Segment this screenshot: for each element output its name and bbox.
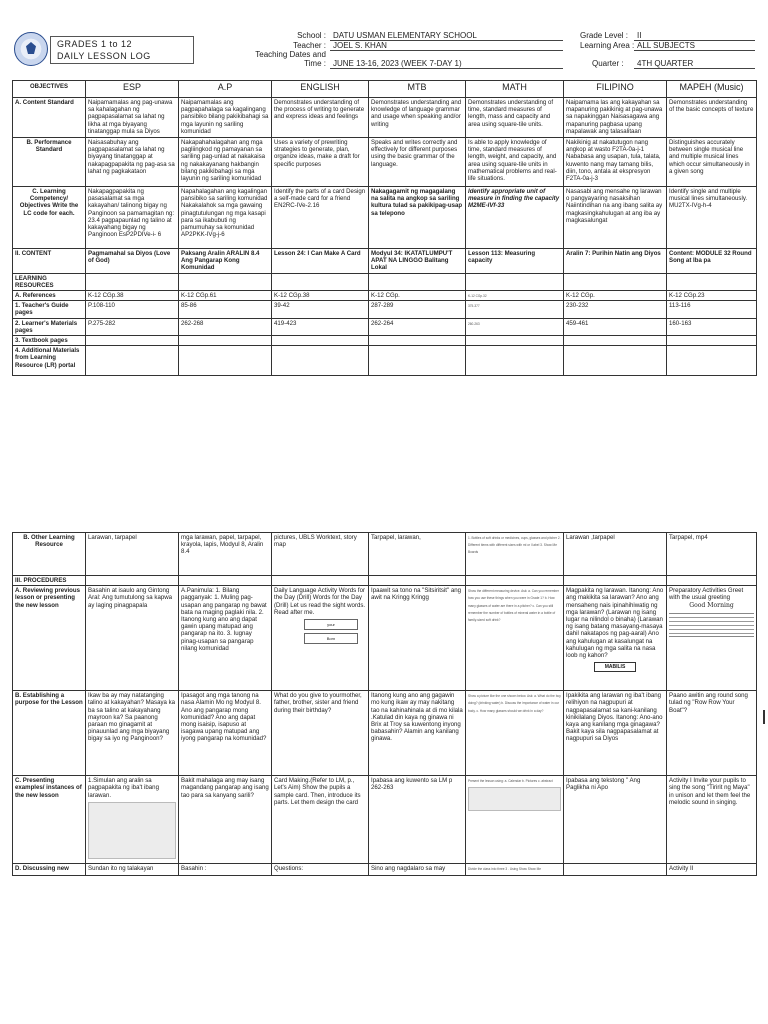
p1-row xyxy=(13,138,757,187)
p1-row xyxy=(13,318,757,335)
cell-esp xyxy=(86,301,179,318)
cell-filipino xyxy=(564,291,667,301)
music-staff-image xyxy=(669,613,754,637)
cell-text: K-12 CGp.23 xyxy=(669,292,705,300)
cell-text: Naipamamalas ang pagpapahalaga sa kagalingang pansibiko bilang pakikibahagi sa mga layunin ng sariling komunidad xyxy=(181,99,269,135)
school-label: School : xyxy=(297,31,326,40)
cell-text: K-12 CGp.32 xyxy=(468,294,487,299)
cell-mapeh-music- xyxy=(667,776,757,864)
cell-text: Aralin 7: Purihin Natin ang Diyos xyxy=(566,250,661,257)
cell-filipino xyxy=(564,249,667,274)
cell-mapeh-music- xyxy=(667,586,757,691)
grade-value: II xyxy=(634,31,755,41)
cell-filipino xyxy=(564,138,667,187)
cell-text: Ipaawit sa tono na "Sitsiritsit" ang awit na Kringg Kringg xyxy=(371,587,462,602)
quarter-label: Quarter : xyxy=(592,59,624,68)
cell-text: K-12 CGp.61 xyxy=(181,292,217,300)
p1-row xyxy=(13,98,757,138)
col-mtb: MTB xyxy=(369,81,466,98)
cell-esp xyxy=(86,318,179,335)
cell-math xyxy=(466,98,564,138)
cell-mtb xyxy=(369,318,466,335)
row-label: 3. Textbook pages xyxy=(13,336,86,346)
cell-english xyxy=(272,98,369,138)
cell-math xyxy=(466,586,564,691)
cell-math xyxy=(466,776,564,864)
cell-math xyxy=(466,318,564,335)
cell-english xyxy=(272,691,369,776)
cell-math xyxy=(466,576,564,586)
school-value: DATU USMAN ELEMENTARY SCHOOL xyxy=(330,31,563,41)
cell-filipino xyxy=(564,346,667,376)
cell-text: Napahalagahan ang kagalingan pansibiko sa sariling komunidad Nakakalahok sa mga gawaing pinagtutulungan ng mga kasapi para sa ikabubuti ng pamumuhay sa komunidad AP2PKK-IVg-j-6 xyxy=(181,188,268,239)
cell-text: Activity I Invite your pupils to sing the song "Tiririt ng Maya" in unison and let them feel the melodic sound in singing. xyxy=(669,777,751,806)
cell-text: Naipamama las ang kakayahan sa mapanuring pakikinig at pag-unawa sa napakinggan Naisasagawa ang mapanuring pagbasa upang mapalawak ang talasalitaan xyxy=(566,99,663,135)
quarter-value: 4TH QUARTER xyxy=(634,59,755,69)
teacher-label: Teacher : xyxy=(293,41,326,50)
col-filipino: FILIPINO xyxy=(564,81,667,98)
row-label: C. Presenting examples/ instances of the new lesson xyxy=(13,776,86,864)
row-label: A. References xyxy=(13,291,86,301)
cell-text: What do you give to yourmother, father, brother, sister and friend during their birthday? xyxy=(274,692,362,714)
cell-text: 260-263 xyxy=(468,321,480,326)
cell-esp xyxy=(86,576,179,586)
cell-mapeh-music- xyxy=(667,533,757,576)
cell-text: Identify the parts of a card Design a self-made card for a friend EN2RC-IVe-2.16 xyxy=(274,188,366,210)
drinking-water-picture xyxy=(468,787,561,811)
cell-text: Naipamamalas ang pag-unawa sa kahalagahan ng pagpapasalamat sa lahat ng likha at mga biyayang tinatanggap mula sa Diyos xyxy=(88,99,173,135)
cell-text: Nakikinig at nakatutugon nang angkop at wasto F2TA-0a-j-1 Nababasa ang usapan, tula, talata, kuwento nang may tamang bilis, diin, tono, antala at ekspresyon F2TA-0a-j-3 xyxy=(566,139,661,183)
cell-text: A.Panimula: 1. Bilang pagganyak: 1. Muling pag-usapan ang pangarap ng bawat bata na maging paglaki nila. 2. Itanong kung ano ang dapat gawin upang matupad ang pangarap na ito. 3. Iugnay pinag-usapan sa pangarap nilang komunidad xyxy=(181,587,267,652)
cell-text: Itanong kung ano ang gagawin mo kung ikaw ay may nakitang tao na kahinahinala at di mo kilala .Katulad din kaya ng ginawa ni Brix at Troy sa kuwentong inyong babasahin? Alamin ang kanilang ginawa. xyxy=(371,692,463,743)
cell-filipino xyxy=(564,691,667,776)
cell-esp xyxy=(86,98,179,138)
cell-english xyxy=(272,273,369,290)
cell-text: mga larawan, papel, tarpapel, krayola, lapis, Modyul 8, Aralin 8.4 xyxy=(181,534,264,556)
area-label: Learning Area : xyxy=(580,41,635,50)
cell-text: K-12 CGp.38 xyxy=(274,292,310,300)
cell-esp xyxy=(86,273,179,290)
cell-text: Pagmamahal sa Diyos (Love of God) xyxy=(88,250,171,265)
row-label: III. PROCEDURES xyxy=(13,576,86,586)
cell-text: Nakapagpapakita ng pasasalamat sa mga kakayahan/ talinong bigay ng Panginoon sa pamamagitan ng: 23.4 pagpapaunlad ng talino at kakayahang bigay ng Panginoon EsP2PDIVe-i- 6 xyxy=(88,188,175,239)
cell-text: Ipakikita ang larawan ng iba't ibang relihiyon na nagpupuri at nagpapasalamat sa kani-kanilang kinikilalang Diyos. Itanong: Ano-ano kaya ang kanilang mga ginagawa? Bakit kaya sila nagpapasalamat at nagpupuri sa Diyos xyxy=(566,692,663,743)
cell-text: Is able to apply knowledge of time, standard measures of length, weight, and capacity, and area using square-tile units in mathematical problems and real-life situations. xyxy=(468,139,557,183)
title-line-1: GRADES 1 to 12 xyxy=(57,39,133,49)
song-title: Good Morning xyxy=(689,601,734,609)
row-label: C. Learning Competency/ Objectives Write the LC code for each. xyxy=(13,187,86,249)
pupils-picture xyxy=(88,802,176,859)
cell-text: Demonstrates understanding of time, standard measures of length, mass and capacity and area using square-tile units. xyxy=(468,99,554,128)
cell-mapeh-music- xyxy=(667,691,757,776)
title-line-2: DAILY LESSON LOG xyxy=(57,51,151,61)
cell-mtb xyxy=(369,98,466,138)
cell-text: 419-423 xyxy=(274,319,297,327)
lesson-log-header xyxy=(12,30,756,74)
cell-mapeh-music- xyxy=(667,864,757,876)
column-header-row xyxy=(13,81,757,98)
p2-row xyxy=(13,776,757,864)
cell-text: 230-232 xyxy=(566,302,589,310)
cell-mapeh-music- xyxy=(667,346,757,376)
row-label: 4. Additional Materials from Learning Resource (LR) portal xyxy=(13,346,86,376)
cell-a-p xyxy=(179,318,272,335)
cell-mapeh-music- xyxy=(667,576,757,586)
p1-row xyxy=(13,301,757,318)
cell-text: Demonstrates understanding and knowledge of language grammar and usage when speaking and/or writing xyxy=(371,99,462,128)
cell-text: pictures, UBLS Worktext, story map xyxy=(274,534,357,549)
cell-mtb xyxy=(369,249,466,274)
p1-row xyxy=(13,249,757,274)
cell-math xyxy=(466,273,564,290)
cell-text: Divide the class into three 3 . Using Show Show Me xyxy=(468,867,541,872)
cell-math xyxy=(466,691,564,776)
sight-word-card: your xyxy=(304,619,358,630)
cell-text: Ikaw ba ay may natatanging talino at kakayahan? Masaya ka ba sa talino at kakayahang mayroon ka? Sa paanong paraan mo ginagamit at pinauunlad ang mga biyayang bigay sa iyo ng Panginoon? xyxy=(88,692,176,743)
row-label: A. Reviewing previous lesson or presenting the new lesson xyxy=(13,586,86,691)
page-edge-marker xyxy=(763,710,765,724)
cell-mapeh-music- xyxy=(667,291,757,301)
cell-math xyxy=(466,533,564,576)
cell-mtb xyxy=(369,586,466,691)
cell-filipino xyxy=(564,318,667,335)
cell-english xyxy=(272,187,369,249)
row-label: A. Content Standard xyxy=(13,98,86,138)
p1-row xyxy=(13,336,757,346)
cell-text: Sundan ito ng talakayan xyxy=(88,865,154,873)
cell-text: Larawan ,tarpapel xyxy=(566,534,615,541)
cell-text: Preparatory Activities Greet with the usual greeting xyxy=(669,587,744,602)
cell-mapeh-music- xyxy=(667,249,757,274)
cell-text: Show a picture like the one shown below. Ask: a. What do the boy doing? (drinking water) b. Discuss the importance of water in our body. c. How many glasses should we drink in a day? xyxy=(468,694,561,713)
cell-text: Nakapahahalagahan ang mga pagliingkod ng pamayanan sa sariling pag-unlad at nakakaisa ng nakakayanang hakbangin bilang pakikibahagi sa mga layunin ng sariling komunidad xyxy=(181,139,266,183)
cell-text: Bakit mahalaga ang may isang magandang pangarap ang isang tao para sa kanyang sarili? xyxy=(181,777,269,799)
col-esp: ESP xyxy=(86,81,179,98)
cell-mapeh-music- xyxy=(667,301,757,318)
cell-text: Identify appropriate unit of measure in finding the capacity M2ME-IVf-33 xyxy=(468,188,560,210)
cell-text: Modyul 34: IKATATLUMPU'T APAT NA LINGGO Balitang Lokal xyxy=(371,250,453,272)
cell-text: Uses a variety of prewriting strategies to generate, plan, organize ideas, make a draft for specific purposes xyxy=(274,139,360,168)
cell-text: 262-268 xyxy=(181,319,204,327)
cell-text: Show the different measuring device. Ask: a. Can you remember how you use these things when you were in Grade 1? b. How many glasses of water are there in a pitcher? c. Can you still remember the number of bottles of mineral water in a bottle of family-sized soft drink? xyxy=(468,589,560,623)
row-label: 2. Learner's Materials pages xyxy=(13,318,86,335)
cell-a-p xyxy=(179,98,272,138)
cell-mapeh-music- xyxy=(667,318,757,335)
cell-esp xyxy=(86,291,179,301)
cell-text: Nakagagamit ng magagalang na salita na angkop sa sariling kultura tulad sa pakikipag-usap sa telepono xyxy=(371,188,463,217)
cell-text: Paano awitin ang round song tulad ng "Row Row Your Boat"? xyxy=(669,692,748,714)
cell-text: Questions: xyxy=(274,865,304,873)
dates-value: JUNE 13-16, 2023 (WEEK 7-DAY 1) xyxy=(330,59,563,69)
cell-filipino xyxy=(564,586,667,691)
p1-row xyxy=(13,187,757,249)
cell-esp xyxy=(86,691,179,776)
cell-mtb xyxy=(369,301,466,318)
cell-esp xyxy=(86,249,179,274)
row-label: B. Performance Standard xyxy=(13,138,86,187)
row-label: B. Establishing a purpose for the Lesson xyxy=(13,691,86,776)
p1-row xyxy=(13,273,757,290)
cell-text: Paksang Aralin ARALIN 8.4 Ang Pangarap Kong Komunidad xyxy=(181,250,260,272)
cell-mapeh-music- xyxy=(667,138,757,187)
cell-a-p xyxy=(179,138,272,187)
cell-text: 1. Bottles of soft drinks or medicines, cups, glasses and pitcher 2. Different items with different sizes with ml or l label 3. Show Me Boards xyxy=(468,536,561,555)
col-objectives: OBJECTIVES xyxy=(13,81,86,98)
grade-label: Grade Level : xyxy=(580,31,629,40)
dates-label-2: Time : xyxy=(304,59,326,68)
cell-filipino xyxy=(564,864,667,876)
cell-text: Present the lesson using: a. Calendar b. Pictures c. abstract xyxy=(468,779,553,784)
lesson-table-part-1 xyxy=(12,80,757,376)
cell-text: Magpakita ng larawan. Itanong: Ano ang makikita sa larawan? Ano ang mensaheng nais ipinahihiwatig ng mga larawan? (Larawan ng isang lugar na nilindol o binaha) (Larawan ng isang batang masayang-masaya dahil nakatapos ng pag-aaral) Ano ang kahulugan at kasalungat na kahulugan ng mga salita na nasa loob ng kahon? xyxy=(566,587,664,660)
cell-math xyxy=(466,301,564,318)
cell-text: 262-264 xyxy=(371,319,394,327)
cell-text: Card Making.(Refer to LM, p., Let's Aim) Show the pupils a sample card. Then, introduce its parts. Let them design the card xyxy=(274,777,361,806)
cell-math xyxy=(466,346,564,376)
cell-a-p xyxy=(179,691,272,776)
cell-text: K-12 CGp.38 xyxy=(88,292,124,300)
cell-filipino xyxy=(564,576,667,586)
cell-text: 287-289 xyxy=(371,302,394,310)
cell-english xyxy=(272,586,369,691)
cell-a-p xyxy=(179,273,272,290)
cell-esp xyxy=(86,533,179,576)
cell-text: K-12 CGp. xyxy=(566,292,595,300)
cell-text: Naisasabuhay ang pagpapasalamat sa lahat ng biyayang tinatanggap at nakapagpapakita ng pag-asa sa lahat ng pagkakataon xyxy=(88,139,175,175)
row-label: II. CONTENT xyxy=(13,249,86,274)
cell-text: 1.Simulan ang aralin sa pagpapakita ng iba't ibang larawan. xyxy=(88,777,159,799)
cell-filipino xyxy=(564,776,667,864)
cell-english xyxy=(272,346,369,376)
cell-text: Ipasagot ang mga tanong na nasa Alamin Mo ng Modyul 8. Ano ang pangarap mong komunidad? Ano ang dapat mong isaisip, isapuso at isagawa upang matupad ang iyong pangarap na komunidad? xyxy=(181,692,267,743)
cell-mtb xyxy=(369,691,466,776)
cell-english xyxy=(272,776,369,864)
cell-text: Basahin : xyxy=(181,865,207,873)
cell-text: Speaks and writes correctly and effectively for different purposes using the basic grammar of the language. xyxy=(371,139,458,168)
cell-text: P.108-110 xyxy=(88,302,115,310)
cell-text: Nasasabi ang mensahe ng larawan o pangyayaring nasaksihan Naiintindihan na ang ibang salita ay magkasingkahulugan at ang iba ay magkasalungat xyxy=(566,188,663,224)
cell-text: Tarpapel, larawan, xyxy=(371,534,421,541)
cell-text: Activity II xyxy=(669,865,694,873)
cell-filipino xyxy=(564,273,667,290)
row-label: LEARNING RESOURCES xyxy=(13,273,86,290)
cell-filipino xyxy=(564,336,667,346)
cell-a-p xyxy=(179,336,272,346)
col-mapeh: MAPEH (Music) xyxy=(667,81,757,98)
area-value: ALL SUBJECTS xyxy=(634,41,755,51)
cell-text: Tarpapel, mp4 xyxy=(669,534,708,541)
p2-row xyxy=(13,533,757,576)
cell-text: Lesson 113: Measuring capacity xyxy=(468,250,536,265)
cell-text: 39-42 xyxy=(274,302,290,310)
cell-text: K-12 CGp. xyxy=(371,292,400,300)
cell-math xyxy=(466,138,564,187)
cell-mapeh-music- xyxy=(667,187,757,249)
col-math: MATH xyxy=(466,81,564,98)
cell-text: Demonstrates understanding of the basic concepts of texture xyxy=(669,99,754,114)
p2-row xyxy=(13,691,757,776)
cell-text: 85-86 xyxy=(181,302,197,310)
cell-esp xyxy=(86,187,179,249)
cell-a-p xyxy=(179,576,272,586)
cell-mapeh-music- xyxy=(667,273,757,290)
cell-mtb xyxy=(369,864,466,876)
cell-text: Demonstrates understanding of the process of writing to generate and express ideas and feelings xyxy=(274,99,365,121)
cell-text: Ipabasa ang kuwento sa LM p 262-263 xyxy=(371,777,453,792)
cell-english xyxy=(272,533,369,576)
row-label: B. Other Learning Resource xyxy=(13,533,86,576)
cell-math xyxy=(466,336,564,346)
cell-mtb xyxy=(369,336,466,346)
p2-row xyxy=(13,576,757,586)
cell-english xyxy=(272,301,369,318)
cell-mtb xyxy=(369,187,466,249)
p2-row xyxy=(13,586,757,691)
p2-row xyxy=(13,864,757,876)
cell-filipino xyxy=(564,187,667,249)
cell-english xyxy=(272,576,369,586)
cell-mapeh-music- xyxy=(667,336,757,346)
cell-mtb xyxy=(369,138,466,187)
cell-a-p xyxy=(179,586,272,691)
cell-mtb xyxy=(369,576,466,586)
cell-math xyxy=(466,291,564,301)
cell-esp xyxy=(86,864,179,876)
word-box-mabilis: MABILIS xyxy=(594,662,636,672)
cell-mtb xyxy=(369,776,466,864)
cell-mtb xyxy=(369,533,466,576)
row-label: D. Discussing new xyxy=(13,864,86,876)
dates-label-1: Teaching Dates and xyxy=(255,50,326,59)
lesson-table-part-2 xyxy=(12,532,757,876)
cell-text: 160-163 xyxy=(669,319,692,327)
cell-text: Sino ang nagdalaro sa may xyxy=(371,865,446,873)
cell-english xyxy=(272,318,369,335)
cell-a-p xyxy=(179,346,272,376)
cell-english xyxy=(272,249,369,274)
cell-mtb xyxy=(369,346,466,376)
teacher-value: JOEL S. KHAN xyxy=(330,41,563,51)
cell-text: Identify single and multiple musical lines simultaneously. MU2TX-IVg-h-4 xyxy=(669,188,748,210)
cell-a-p xyxy=(179,187,272,249)
cell-a-p xyxy=(179,301,272,318)
cell-esp xyxy=(86,346,179,376)
cell-math xyxy=(466,187,564,249)
sight-word-card: Born xyxy=(304,633,358,644)
p1-row xyxy=(13,291,757,301)
cell-filipino xyxy=(564,301,667,318)
cell-a-p xyxy=(179,776,272,864)
cell-mapeh-music- xyxy=(667,98,757,138)
cell-esp xyxy=(86,586,179,691)
cell-text: 459-461 xyxy=(566,319,589,327)
cell-filipino xyxy=(564,533,667,576)
cell-text: Larawan, tarpapel xyxy=(88,534,137,541)
cell-a-p xyxy=(179,249,272,274)
cell-mtb xyxy=(369,273,466,290)
cell-text: Lesson 24: I Can Make A Card xyxy=(274,250,361,257)
cell-english xyxy=(272,291,369,301)
cell-text: Content: MODULE 32 Round Song at Iba pa xyxy=(669,250,752,265)
cell-a-p xyxy=(179,533,272,576)
col-english: ENGLISH xyxy=(272,81,369,98)
cell-english xyxy=(272,336,369,346)
cell-esp xyxy=(86,336,179,346)
cell-text: 375-377 xyxy=(468,304,480,309)
p1-row xyxy=(13,346,757,376)
cell-esp xyxy=(86,776,179,864)
cell-english xyxy=(272,138,369,187)
cell-text: 113-116 xyxy=(669,302,691,310)
cell-math xyxy=(466,249,564,274)
cell-a-p xyxy=(179,291,272,301)
cell-math xyxy=(466,864,564,876)
cell-mtb xyxy=(369,291,466,301)
cell-text: Daily Language Activity Words for the Day (Drill) Words for the Day (Drill) Let us read the sight words. Read after me. xyxy=(274,587,366,616)
cell-english xyxy=(272,864,369,876)
cell-esp xyxy=(86,138,179,187)
cell-text: Ipabasa ang tekstong " Ang Paglikha ni Apo xyxy=(566,777,641,792)
cell-filipino xyxy=(564,98,667,138)
cell-text: Basahin at isaulo ang Gintong Aral: Ang tumutulong sa kapwa ay laging pinagpapala xyxy=(88,587,173,609)
row-label: 1. Teacher's Guide pages xyxy=(13,301,86,318)
cell-a-p xyxy=(179,864,272,876)
col-ap: A.P xyxy=(179,81,272,98)
cell-text: Distinguishes accurately between single musical line and multiple musical lines which occur simultaneously in a given song xyxy=(669,139,750,175)
cell-text: P.275-282 xyxy=(88,319,116,327)
